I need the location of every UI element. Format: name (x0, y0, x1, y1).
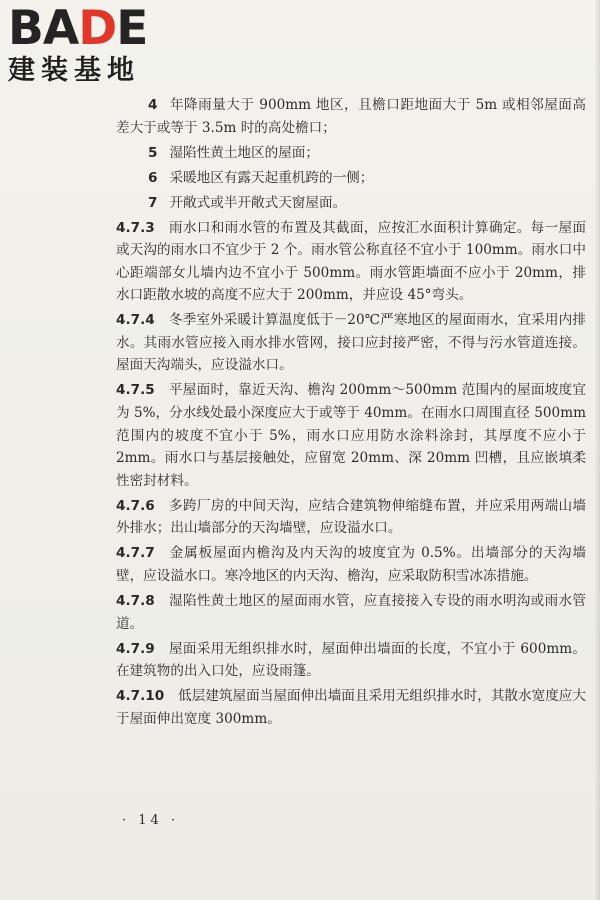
item-number: 5 (148, 144, 158, 161)
clause-text: 低层建筑屋面当屋面伸出墙面且采用无组织排水时，其散水宽度应大于屋面伸出宽度 300mm。 (116, 688, 586, 727)
list-item (116, 142, 586, 165)
page-edge-shadow (594, 0, 600, 900)
clause-text: 金属板屋面内檐沟及内天沟的坡度宜为 0.5%。出墙部分的天沟墙壁，应设溢水口。寒冷地区的内天沟、檐沟，应采取防积雪冰冻措施。 (116, 545, 586, 584)
clause-number: 4.7.3 (116, 219, 155, 236)
item-number: 6 (148, 169, 158, 186)
clause (116, 217, 586, 307)
list-item (116, 94, 586, 139)
clause-text: 湿陷性黄土地区的屋面雨水管，应直接接入专设的雨水明沟或雨水管道。 (116, 592, 586, 632)
clause-text: 平屋面时，靠近天沟、檐沟 200mm～500mm 范围内的屋面坡度宜为 5%，分水线处最小深度应大于或等于 40mm。在雨水口周围直径 500mm 范围内的坡度不宜小于 5%，雨水口应用防水涂料涂封，其厚度不应小于 2mm。雨水口与基层接触处，应留宽 20mm、深 20mm 凹槽，且应嵌填柔性密封材料。 (116, 382, 586, 489)
item-text: 采暖地区有露天起重机跨的一侧； (169, 169, 374, 186)
bade-logo (8, 1, 183, 87)
list-item (116, 167, 586, 190)
item-number: 7 (148, 194, 158, 211)
item-text: 开敞式或半开敞式天窗屋面。 (169, 194, 347, 211)
item-number: 4 (148, 97, 158, 113)
clause-number: 4.7.4 (116, 312, 155, 329)
clause (116, 685, 586, 730)
clause (116, 309, 586, 377)
document-body (116, 94, 586, 733)
logo-letters-suffix: E (116, 1, 148, 56)
clause-text: 屋面采用无组织排水时，屋面伸出墙面的长度，不宜小于 600mm。在建筑物的出入口处，应设雨篷。 (116, 640, 586, 680)
logo-letter-accent: D (78, 1, 117, 56)
clause (116, 638, 586, 683)
clause (116, 495, 586, 540)
clause-text: 多跨厂房的中间天沟，应结合建筑物伸缩缝布置，并应采用两端山墙外排水；出山墙部分的天沟墙壁，应设溢水口。 (116, 497, 586, 537)
clause (116, 542, 586, 587)
item-text: 湿陷性黄土地区的屋面； (169, 144, 319, 161)
page-number: · 14 · (122, 813, 180, 828)
clause-text: 雨水口和雨水管的布置及其截面，应按汇水面积计算确定。每一屋面或天沟的雨水口不宜少于 2 个。雨水管公称直径不宜小于 100mm。雨水口中心距端部女儿墙内边不宜小于 500mm。雨水管距墙面不应小于 20mm，排水口距散水坡的高度不应大于 200mm，并应设 45°弯头。 (116, 219, 586, 304)
list-item (116, 192, 586, 215)
logo-wordmark (8, 1, 183, 56)
clause-number: 4.7.6 (116, 497, 155, 514)
logo-letters-prefix: BA (8, 1, 79, 56)
clause-number: 4.7.8 (116, 592, 155, 609)
clause-number: 4.7.10 (116, 688, 165, 705)
item-text: 年降雨量大于 900mm 地区，且檐口距地面大于 5m 或相邻屋面高差大于或等于 3.5m 时的高处檐口； (116, 97, 586, 136)
clause (116, 379, 586, 492)
clause-number: 4.7.7 (116, 545, 155, 562)
clause-number: 4.7.9 (116, 640, 155, 657)
clause (116, 590, 586, 635)
logo-subtitle: 建装基地 (8, 55, 140, 86)
clause-number: 4.7.5 (116, 382, 155, 399)
clause-text: 冬季室外采暖计算温度低于－20℃严寒地区的屋面雨水，宜采用内排水。其雨水管应接入雨水排水管网，接口应封接严密，不得与污水管道连接。屋面天沟端头，应设溢水口。 (116, 312, 586, 374)
